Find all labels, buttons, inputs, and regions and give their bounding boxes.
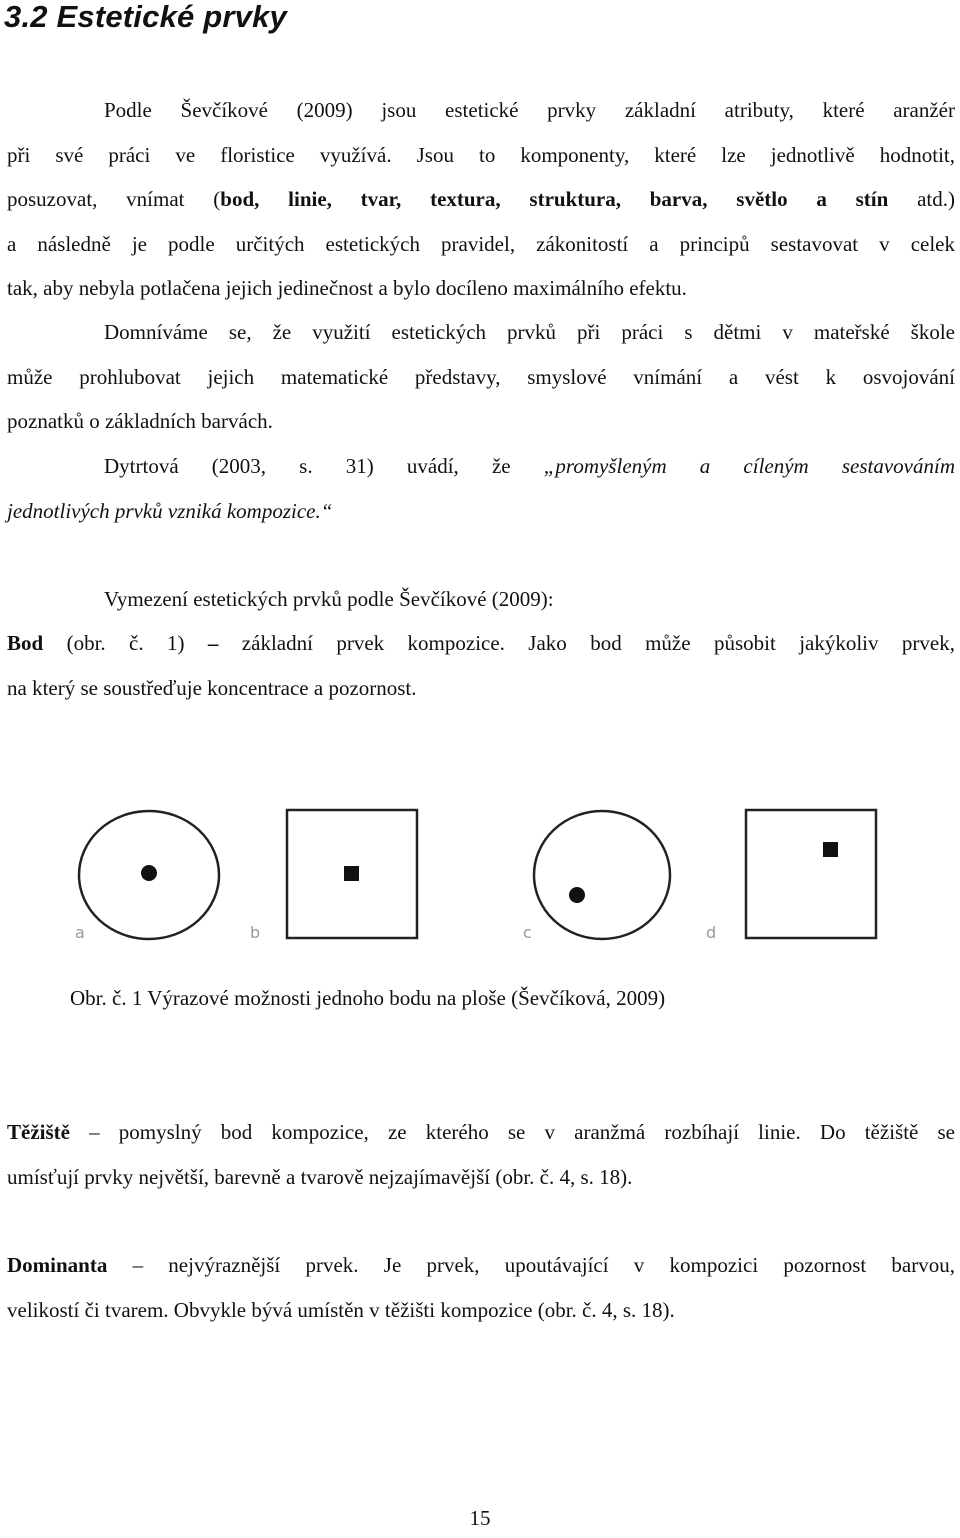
figure-panel-a (75, 811, 219, 942)
text-line: může prohlubovat jejich matematické představy, smyslové vnímání a vést k osvojování (7, 364, 955, 389)
text-line (7, 177, 955, 222)
dot-offset (569, 887, 585, 903)
paragraph-bod (7, 621, 955, 710)
square-dot-offset (823, 842, 838, 857)
text-line: na který se soustřeďuje koncentrace a pozornost. (7, 675, 417, 700)
text-line (7, 1110, 955, 1155)
page-number: 15 (469, 1506, 491, 1530)
text-line: poznatků o základních barvách. (7, 409, 273, 433)
section-heading: 3.2 Estetické prvky (4, 0, 287, 34)
text-run: Dytrtová (2003, s. 31) uvádí, že (104, 454, 544, 478)
figure-caption: Obr. č. 1 Výrazové možnosti jednoho bodu na ploše (Ševčíková, 2009) (70, 986, 666, 1010)
text-line (7, 1243, 955, 1288)
quote-text: „promyšleným a cíleným sestavováním (543, 454, 956, 478)
text-line (7, 621, 955, 666)
em-dash: – (207, 631, 219, 655)
text-line: Vymezení estetických prvků podle Ševčíkové (2009): (104, 587, 554, 611)
paragraph-opinion (7, 310, 955, 444)
paragraph-intro (7, 88, 955, 311)
text-run: – pomyslný bod kompozice, ze kterého se v aranžmá rozbíhají linie. Do těžiště se (69, 1120, 955, 1144)
square-outline (746, 810, 876, 938)
text-line: umísťují prvky největší, barevně a tvarově nejzajímavější (obr. č. 4, s. 18). (7, 1164, 633, 1189)
figure-label-d: d (706, 923, 717, 942)
paragraph-teziste (7, 1110, 955, 1199)
quote-text: jednotlivých prvků vzniká kompozice.“ (7, 498, 333, 523)
figure-label-c: c (523, 923, 532, 942)
figure-label-a: a (75, 923, 85, 942)
paragraph-definition-intro (7, 577, 955, 622)
paragraph-quote (7, 444, 955, 533)
text-run: atd.) (888, 187, 955, 211)
text-run: – nejvýraznější prvek. Je prvek, upoutávající v kompozici pozornost barvou, (107, 1253, 955, 1277)
text-run: posuzovat, vnímat ( (7, 187, 221, 211)
figure-panel-b (250, 810, 417, 942)
text-line: při své práci ve floristice využívá. Jsou to komponenty, které lze jednotlivě hodnotit, (7, 142, 955, 167)
text-line: Podle Ševčíkové (2009) jsou estetické prvky základní atributy, které aranžér (104, 98, 955, 122)
text-run: (obr. č. 1) (43, 631, 208, 655)
term-dominanta: Dominanta (7, 1253, 108, 1277)
text-line: velikostí či tvarem. Obvykle bývá umístěn v těžišti kompozice (obr. č. 4, s. 18). (7, 1297, 675, 1322)
figure-label-b: b (250, 923, 261, 942)
dot-center (141, 865, 157, 881)
paragraph-dominanta (7, 1243, 955, 1332)
term-bod: Bod (7, 631, 44, 655)
text-line: tak, aby nebyla potlačena jejich jedinečnost a bylo docíleno maximálního efektu. (7, 276, 687, 300)
term-teziste: Těžiště (7, 1120, 70, 1144)
text-line (7, 444, 955, 489)
text-line: Domníváme se, že využití estetických prvků při práci s dětmi v mateřské škole (104, 320, 955, 344)
text-run: základní prvek kompozice. Jako bod může působit jakýkoliv prvek, (218, 631, 955, 655)
square-dot-center (344, 866, 359, 881)
figure-point-examples-right (630, 800, 950, 950)
text-line: a následně je podle určitých estetických pravidel, zákonitostí a principů sestavovat v celek (7, 231, 955, 256)
bold-terms: bod, linie, tvar, textura, struktura, barva, světlo a stín (220, 187, 889, 211)
